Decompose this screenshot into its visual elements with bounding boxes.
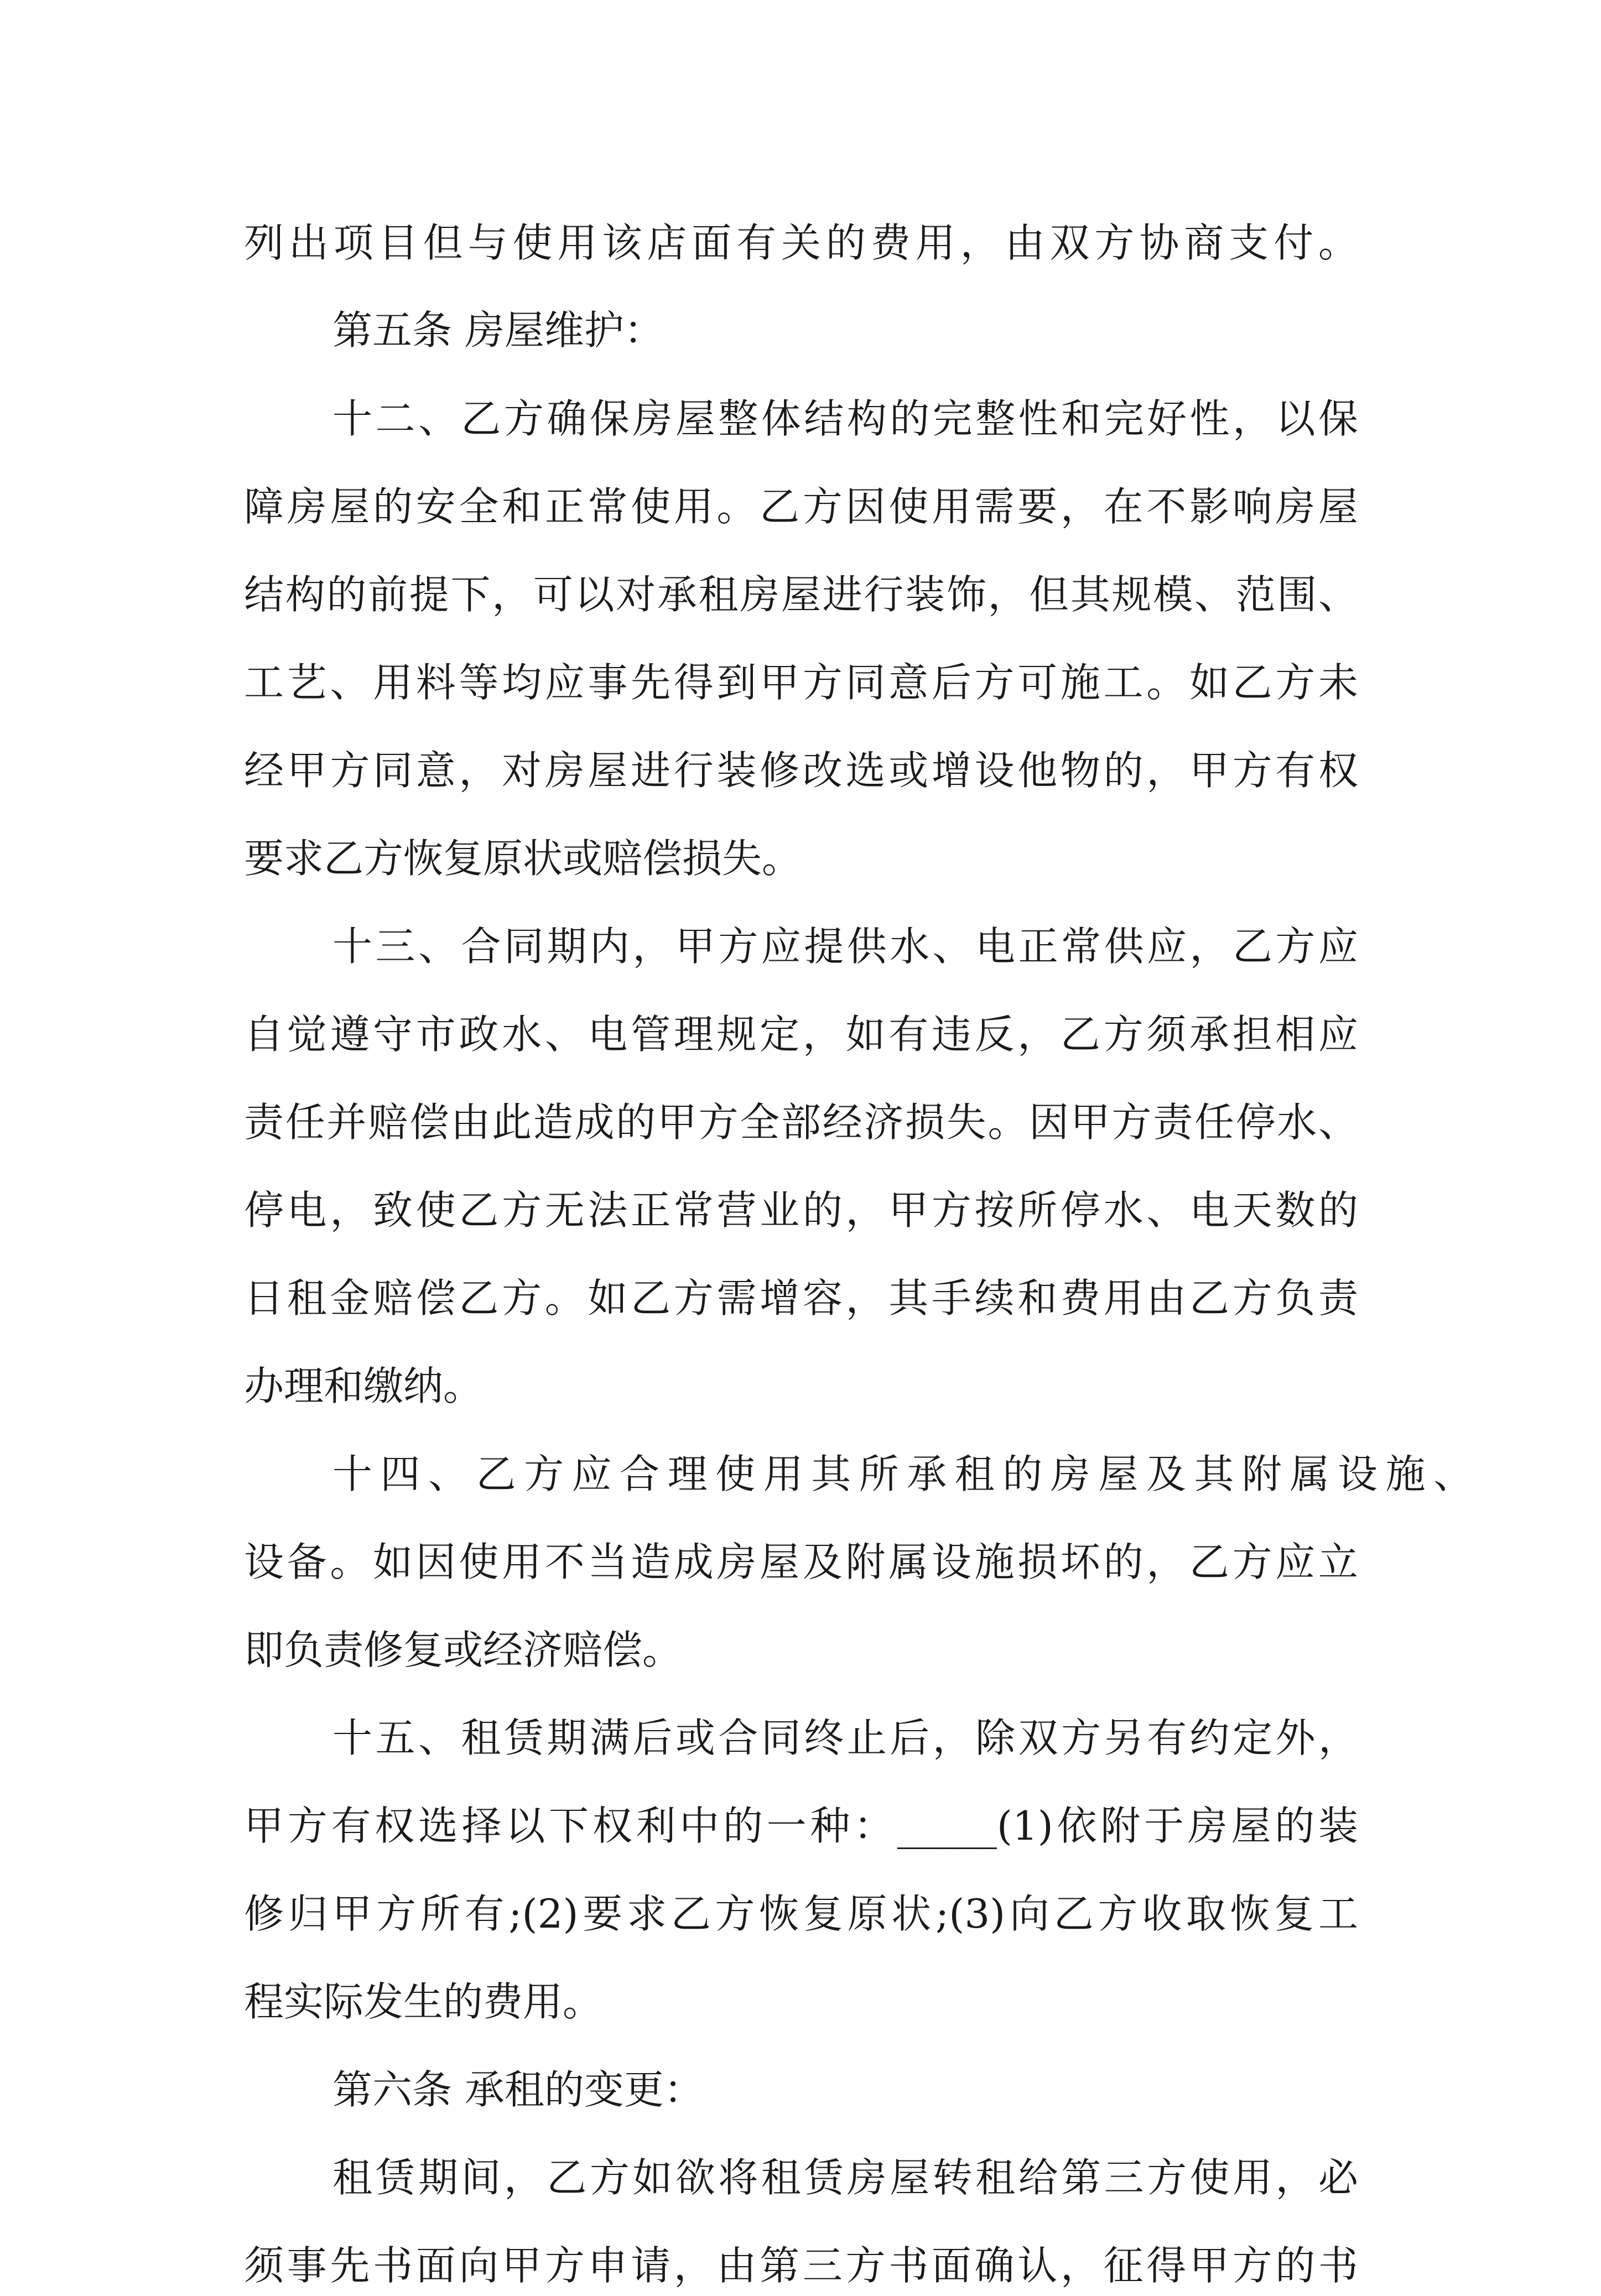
text-line: 修归甲方所有;(2)要求乙方恢复原状;(3)向乙方收取恢复工 xyxy=(244,1891,1358,1937)
text-line: 租赁期间，乙方如欲将租赁房屋转租给第三方使用，必 xyxy=(332,2154,1358,2201)
text-line: 设备。如因使用不当造成房屋及附属设施损坏的，乙方应立 xyxy=(244,1539,1358,1585)
text-line: 十五、租赁期满后或合同终止后，除双方另有约定外， xyxy=(332,1715,1358,1761)
text-line: 结构的前提下，可以对承租房屋进行装饰，但其规模、范围、 xyxy=(244,571,1358,618)
text-line: 列出项目但与使用该店面有关的费用，由双方协商支付。 xyxy=(244,220,1358,266)
text-line: 须事先书面向甲方申请，由第三方书面确认，征得甲方的书 xyxy=(244,2242,1358,2289)
text-line: 十三、合同期内，甲方应提供水、电正常供应，乙方应 xyxy=(332,923,1358,970)
text-line: 停电，致使乙方无法正常营业的，甲方按所停水、电天数的 xyxy=(244,1187,1358,1233)
text-line: 即负责修复或经济赔偿。 xyxy=(244,1627,683,1673)
text-line: 障房屋的安全和正常使用。乙方因使用需要，在不影响房屋 xyxy=(244,483,1358,530)
text-line: 十二、乙方确保房屋整体结构的完整性和完好性，以保 xyxy=(332,395,1358,442)
text-line: 日租金赔偿乙方。如乙方需增容，其手续和费用由乙方负责 xyxy=(244,1275,1358,1321)
text-line: 甲方有权选择以下权利中的一种：_____(1)依附于房屋的装 xyxy=(244,1803,1358,1849)
section-heading: 第六条 承租的变更： xyxy=(332,2066,704,2113)
text-line: 十四、乙方应合理使用其所承租的房屋及其附属设施、 xyxy=(332,1451,1473,1497)
text-line: 工艺、用料等均应事先得到甲方同意后方可施工。如乙方未 xyxy=(244,659,1358,706)
text-line: 经甲方同意，对房屋进行装修改选或增设他物的，甲方有权 xyxy=(244,747,1358,794)
text-line: 要求乙方恢复原状或赔偿损失。 xyxy=(244,835,802,882)
text-line: 办理和缴纳。 xyxy=(244,1363,484,1409)
section-heading: 第五条 房屋维护： xyxy=(332,307,664,353)
text-line: 程实际发生的费用。 xyxy=(244,1979,603,2025)
text-line: 责任并赔偿由此造成的甲方全部经济损失。因甲方责任停水、 xyxy=(244,1099,1358,1146)
text-line: 自觉遵守市政水、电管理规定，如有违反，乙方须承担相应 xyxy=(244,1011,1358,1058)
